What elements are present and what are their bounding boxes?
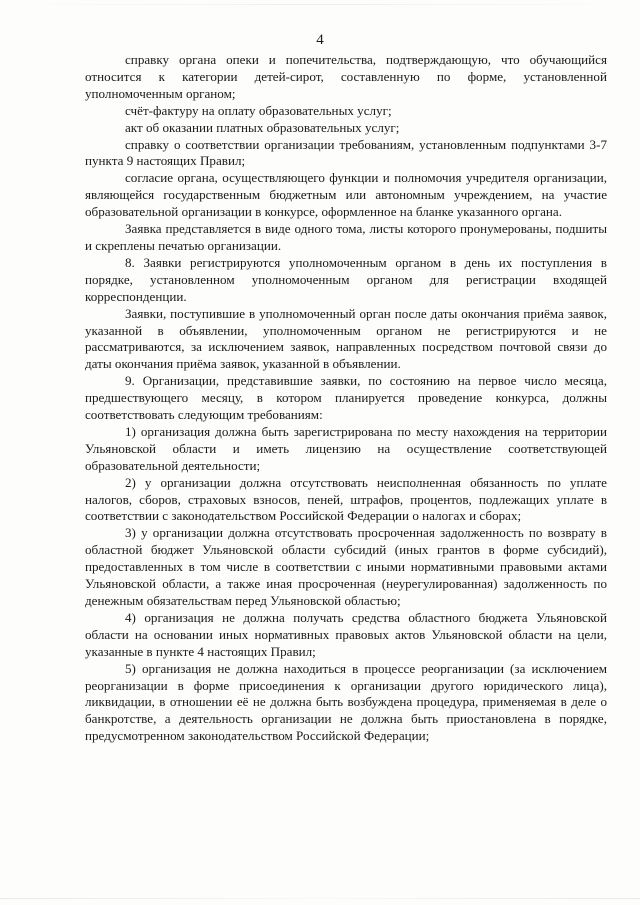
paragraph-founder-consent: согласие органа, осуществляющего функции и полномочия учредителя организации, являющейся государственным бюджетным или автономным учреждением, на участие образовательной организации в конкурсе, оформленное на бланке указанного органа. — [85, 170, 607, 220]
paragraph-guardianship-certificate: справку органа опеки и попечительства, подтверждающую, что обучающийся относится к категории детей-сирот, составленную по форме, установленной уполномоченным органом; — [85, 52, 607, 101]
paragraph-item-9-requirements: 9. Организации, представившие заявки, по состоянию на первое число месяца, предшествующего месяцу, в котором планируется проведение конкурса, должны соответствовать следующим требованиям: — [85, 373, 607, 423]
paragraph-requirement-2: 2) у организации должна отсутствовать неисполненная обязанность по уплате налогов, сборов, страховых взносов, пеней, штрафов, процентов, подлежащих уплате в соответствии с законодательством Российской Федерации о налогах и сборах; — [85, 474, 607, 524]
paragraph-requirement-3: 3) у организации должна отсутствовать просроченная задолженность по возврату в областной бюджет Ульяновской области субсидий (иных грантов в форме субсидий), предоставленных в том числе в соответствии с иными нормативными правовыми актами Ульяновской области, а также иная просроченная (неурегулированная) задолженность по денежным обязательствам перед Ульяновской областью; — [85, 525, 607, 608]
scan-edge-bottom — [0, 898, 640, 899]
document-body — [85, 52, 607, 745]
paragraph-application-volume: Заявка представляется в виде одного тома, листы которого пронумерованы, подшиты и скреплены печатью организации. — [85, 221, 607, 253]
page-number: 4 — [316, 32, 324, 48]
paragraph-late-applications: Заявки, поступившие в уполномоченный орган после даты окончания приёма заявок, указанной в объявлении, уполномоченным органом не регистрируются и не рассматриваются, за исключением заявок, направленных посредством почтовой связи до даты окончания приёма заявок, указанной в объявлении. — [85, 305, 607, 372]
paragraph-services-act: акт об оказании платных образовательных услуг; — [125, 119, 400, 135]
paragraph-requirement-4: 4) организация не должна получать средства областного бюджета Ульяновской области на основании иных нормативных правовых актов Ульяновской области на цели, указанные в пункте 4 настоящих Правил; — [85, 609, 607, 659]
paragraph-item-8-registration: 8. Заявки регистрируются уполномоченным органом в день их поступления в порядке, установленном уполномоченным органом для регистрации входящей корреспонденции. — [85, 254, 607, 304]
paragraph-invoice: счёт-фактуру на оплату образовательных услуг; — [125, 102, 392, 118]
paragraph-requirement-5: 5) организация не должна находиться в процессе реорганизации (за исключением реорганизации в форме присоединения к организации другого юридического лица), ликвидации, в отношении её не должна быть возбуждена процедура, применяемая в деле о банкротстве, а деятельность организации не должна быть приостановлена в порядке, предусмотренном законодательством Российской Федерации; — [85, 660, 607, 744]
paragraph-compliance-certificate: справку о соответствии организации требованиям, установленным подпунктами 3-7 пункта 9 настоящих Правил; — [85, 136, 607, 169]
scan-edge-top — [0, 4, 640, 5]
paragraph-requirement-1: 1) организация должна быть зарегистрирована по месту нахождения на территории Ульяновской области и иметь лицензию на осуществление соответствующей образовательной деятельности; — [85, 423, 607, 473]
